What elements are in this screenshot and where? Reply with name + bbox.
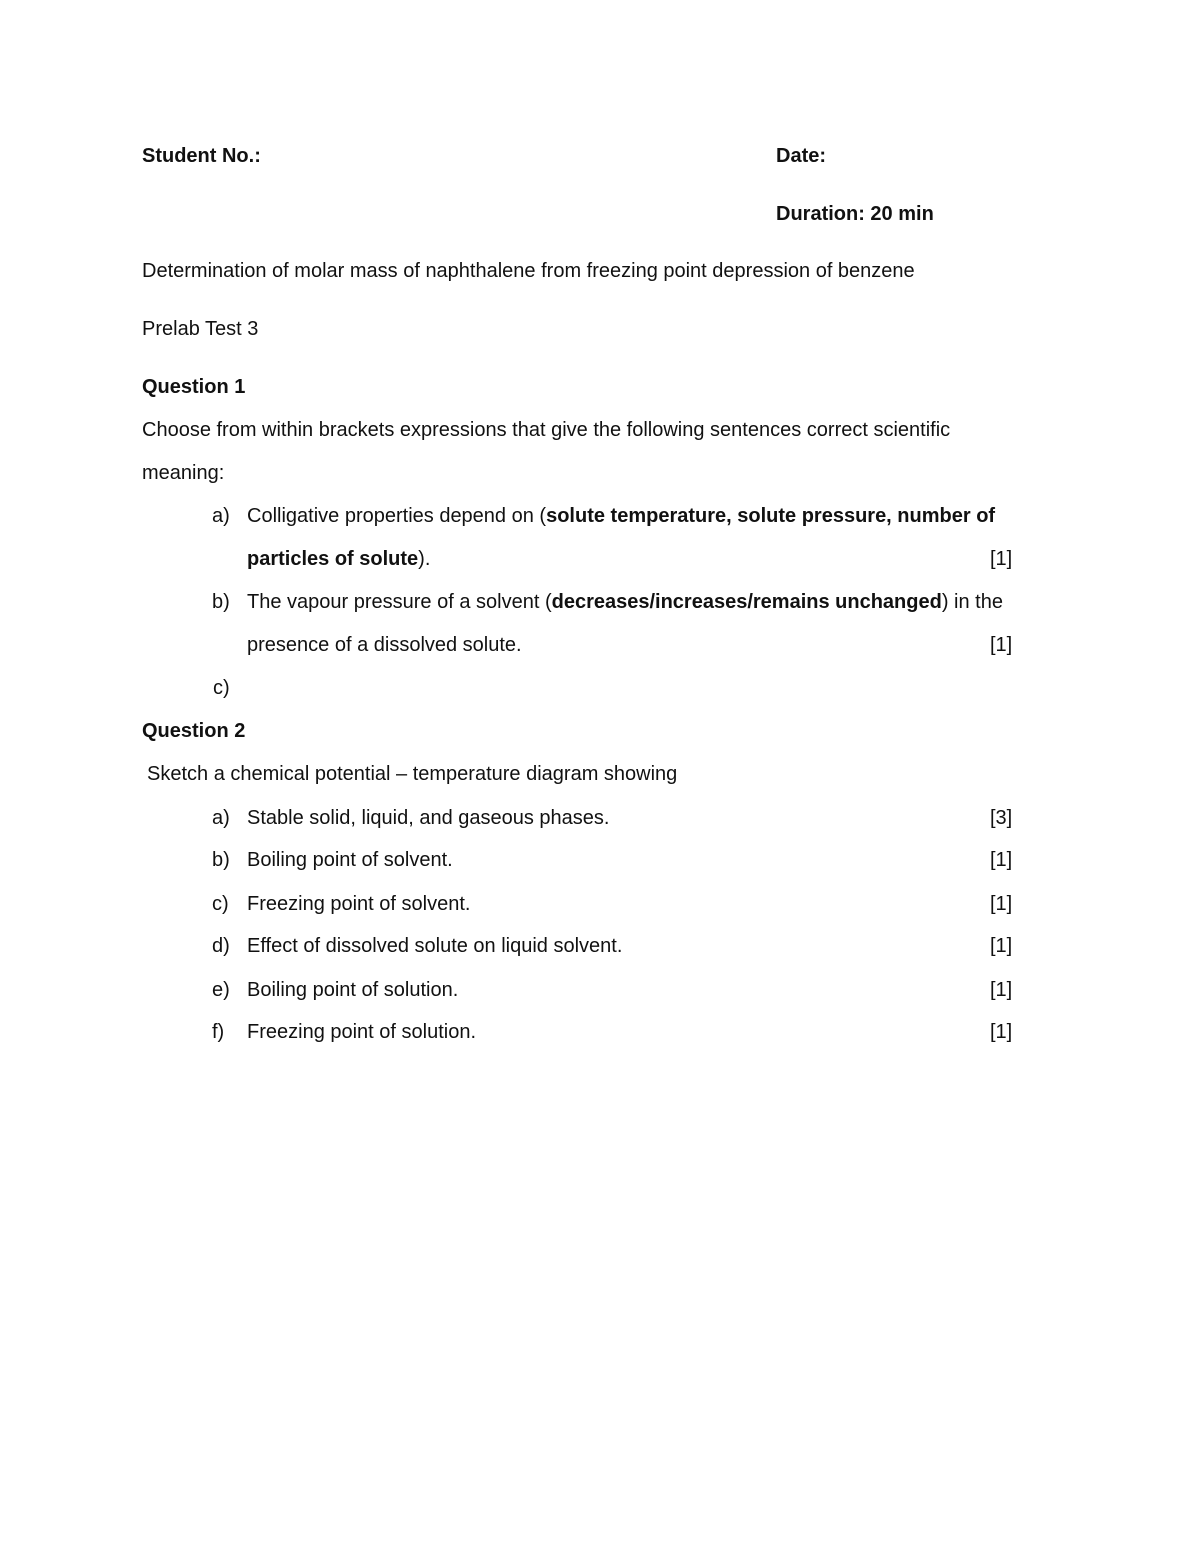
document-title: Determination of molar mass of naphthalene from freezing point depression of benzene xyxy=(142,260,915,282)
q2-item-mark: [1] xyxy=(990,849,1013,871)
document-subtitle: Prelab Test 3 xyxy=(142,318,259,340)
q2-item-label: b) xyxy=(212,849,230,871)
q2-item-mark: [1] xyxy=(990,979,1013,1001)
q2-item-mark: [1] xyxy=(990,1021,1013,1043)
q1-item-b-text-end: ) in the xyxy=(941,591,1003,613)
question-2-instruction: Sketch a chemical potential – temperature diagram showing xyxy=(147,763,678,785)
question-1-instruction-line-2: meaning: xyxy=(142,462,225,484)
q1-item-label: c) xyxy=(213,677,230,699)
q2-item-text: Freezing point of solvent. xyxy=(247,893,471,915)
q2-item-label: f) xyxy=(212,1021,225,1043)
q1-item-b-line-2: presence of a dissolved solute. xyxy=(247,634,522,656)
question-1-heading: Question 1 xyxy=(142,376,246,398)
q1-item-b-mark: [1] xyxy=(990,634,1013,656)
q2-item-label: d) xyxy=(212,935,230,957)
q1-item-b-line-1 xyxy=(247,590,1003,614)
q2-item-label: a) xyxy=(212,807,230,829)
q1-item-label: a) xyxy=(212,505,230,527)
q2-item-text: Boiling point of solution. xyxy=(247,979,459,1001)
q1-item-a-line-1 xyxy=(247,504,995,528)
q1-item-a-options-cont: particles of solute xyxy=(247,548,419,570)
q2-item-label: e) xyxy=(212,979,230,1001)
q2-item-mark: [3] xyxy=(990,807,1013,829)
q2-item-text: Effect of dissolved solute on liquid solvent. xyxy=(247,935,623,957)
question-1-instruction-line-1: Choose from within brackets expressions that give the following sentences correct scientific xyxy=(142,419,951,441)
q1-item-a-mark: [1] xyxy=(990,548,1013,570)
q2-item-text: Stable solid, liquid, and gaseous phases. xyxy=(247,807,610,829)
q1-item-a-line-2 xyxy=(247,547,430,571)
date-label: Date: xyxy=(776,145,827,167)
q1-item-a-text-end: ). xyxy=(418,548,431,570)
student-number-label: Student No.: xyxy=(142,145,261,167)
q1-item-b-text-start: The vapour pressure of a solvent ( xyxy=(247,591,552,613)
q2-item-text: Freezing point of solution. xyxy=(247,1021,477,1043)
q1-item-a-options: solute temperature, solute pressure, number of xyxy=(546,505,996,527)
q2-item-label: c) xyxy=(212,893,229,915)
q1-item-a-text-start: Colligative properties depend on ( xyxy=(247,505,547,527)
duration-label: Duration: 20 min xyxy=(776,203,934,225)
q2-item-text: Boiling point of solvent. xyxy=(247,849,453,871)
question-2-heading: Question 2 xyxy=(142,720,246,742)
q1-item-b-options: decreases/increases/remains unchanged xyxy=(551,591,942,613)
q2-item-mark: [1] xyxy=(990,935,1013,957)
q1-item-label: b) xyxy=(212,591,230,613)
q2-item-mark: [1] xyxy=(990,893,1013,915)
